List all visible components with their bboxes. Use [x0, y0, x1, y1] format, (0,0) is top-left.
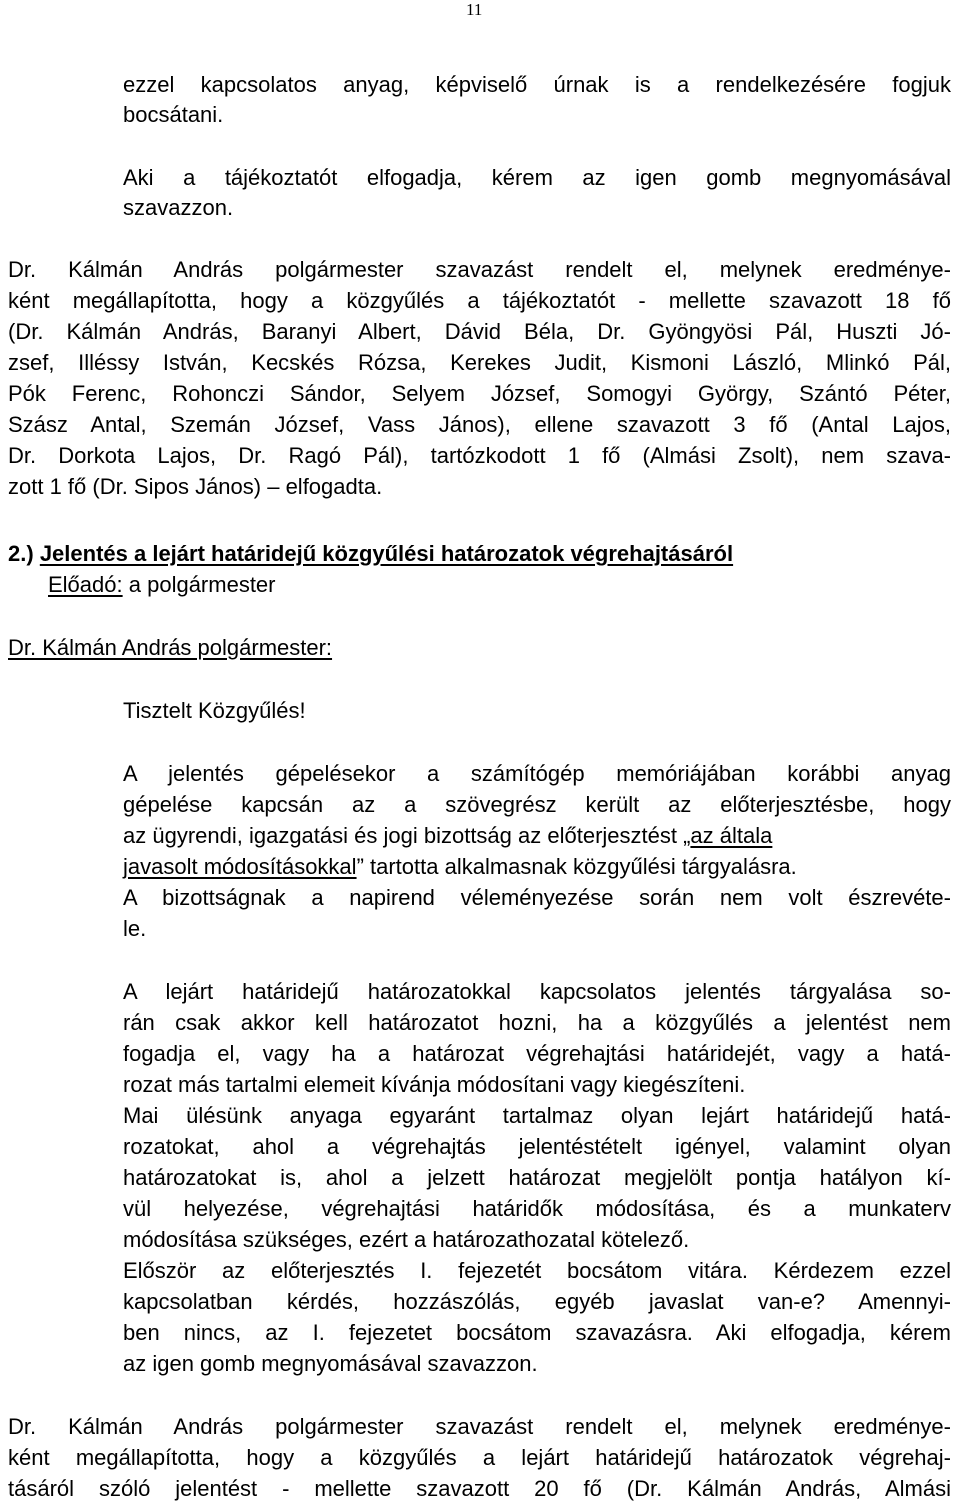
speaker-heading: Dr. Kálmán András polgármester:	[8, 635, 333, 660]
p3-line-5: Pók Ferenc, Rohonczi Sándor, Selyem József, Somogyi György, Szántó Péter,	[8, 381, 951, 406]
p4-line-1: A jelentés gépelésekor a számítógép memóriájában korábbi anyag	[123, 761, 951, 786]
p5-line-11: kapcsolatban kérdés, hozzászólás, egyéb javaslat van-e? Amennyi-	[123, 1289, 951, 1314]
p5-line-13: az igen gomb megnyomásával szavazzon.	[123, 1351, 538, 1376]
p5-line-1: A lejárt határidejű határozatokkal kapcsolatos jelentés tárgyalása so-	[123, 979, 951, 1004]
agenda-item	[8, 540, 733, 568]
p4-line-4	[123, 853, 951, 881]
greeting: Tisztelt Közgyűlés!	[123, 698, 306, 723]
p5-line-2: rán csak akkor kell határozatot hozni, ha a közgyűlés a jelentést nem	[123, 1010, 951, 1035]
p6-line-3: tásáról szóló jelentést - mellette szavazott 20 fő (Dr. Kálmán András, Almási	[8, 1476, 951, 1501]
p1-line-1: ezzel kapcsolatos anyag, képviselő úrnak is a rendelkezésére fogjuk	[123, 72, 951, 97]
page-number: 11	[466, 0, 483, 19]
presenter-line	[48, 571, 276, 599]
p4-line-5: A bizottságnak a napirend véleményezése során nem volt észrevéte-	[123, 885, 951, 910]
p4-line-4-text: ” tartotta alkalmasnak közgyűlési tárgyalásra.	[356, 854, 797, 879]
p1-line-2: bocsátani.	[123, 102, 224, 127]
p3-line-8: zott 1 fő (Dr. Sipos János) – elfogadta.	[8, 474, 383, 499]
p4-line-6: le.	[123, 916, 147, 941]
p3-line-6: Szász Antal, Szemán József, Vass János), ellene szavazott 3 fő (Antal Lajos,	[8, 412, 951, 437]
p5-line-10: Először az előterjesztés I. fejezetét bocsátom vitára. Kérdezem ezzel	[123, 1258, 951, 1283]
p5-line-7: határozatokat is, ahol a jelzett határozat megjelölt pontja hatályon kí-	[123, 1165, 951, 1190]
p4-line-2: gépelése kapcsán az a szövegrész került az előterjesztésbe, hogy	[123, 792, 951, 817]
p5-line-12: ben nincs, az I. fejezetet bocsátom szavazásra. Aki elfogadja, kérem	[123, 1320, 951, 1345]
p5-line-5: Mai ülésünk anyaga egyaránt tartalmaz olyan lejárt határidejű hatá-	[123, 1103, 951, 1128]
p3-line-3: (Dr. Kálmán András, Baranyi Albert, Dávid Béla, Dr. Gyöngyösi Pál, Huszti Jó-	[8, 319, 951, 344]
p4-line-3-text: az ügyrendi, igazgatási és jogi bizottság az előterjesztést „	[123, 823, 691, 848]
p5-line-4: rozat más tartalmi elemeit kívánja módosítani vagy kiegészíteni.	[123, 1072, 746, 1097]
p5-line-3: fogadja el, vagy ha a határozat végrehajtási határidejét, vagy a hatá-	[123, 1041, 951, 1066]
p4-line-3	[123, 822, 951, 850]
p3-line-1: Dr. Kálmán András polgármester szavazást rendelt el, melynek eredménye-	[8, 257, 951, 282]
p3-line-4: zsef, Illéssy István, Kecskés Rózsa, Kerekes Judit, Kismoni László, Mlinkó Pál,	[8, 350, 951, 375]
p3-line-2: ként megállapította, hogy a közgyűlés a tájékoztatót - mellette szavazott 18 fő	[8, 288, 951, 313]
agenda-title: Jelentés a lejárt határidejű közgyűlési határozatok végrehajtásáról	[39, 541, 734, 566]
p5-line-6: rozatokat, ahol a végrehajtás jelentéstételt igényel, valamint olyan	[123, 1134, 951, 1159]
p4-quote-start: az általa	[690, 823, 773, 848]
p6-line-2: ként megállapította, hogy a közgyűlés a lejárt határidejű határozatok végrehaj-	[8, 1445, 951, 1470]
p3-line-7: Dr. Dorkota Lajos, Dr. Ragó Pál), tartózkodott 1 fő (Almási Zsolt), nem szava-	[8, 443, 951, 468]
p4-quote-end: javasolt módosításokkal	[123, 854, 357, 879]
p5-line-8: vül helyezése, végrehajtási határidők módosítása, és a munkaterv	[123, 1196, 951, 1221]
presenter-name: a polgármester	[128, 572, 276, 597]
presenter-label: Előadó:	[48, 572, 123, 597]
p2-line-2: szavazzon.	[123, 195, 234, 220]
p6-line-1: Dr. Kálmán András polgármester szavazást rendelt el, melynek eredménye-	[8, 1414, 951, 1439]
p2-line-1: Aki a tájékoztatót elfogadja, kérem az igen gomb megnyomásával	[123, 165, 951, 190]
agenda-number: 2.)	[8, 541, 34, 566]
p5-line-9: módosítása szükséges, ezért a határozathozatal kötelező.	[123, 1227, 690, 1252]
